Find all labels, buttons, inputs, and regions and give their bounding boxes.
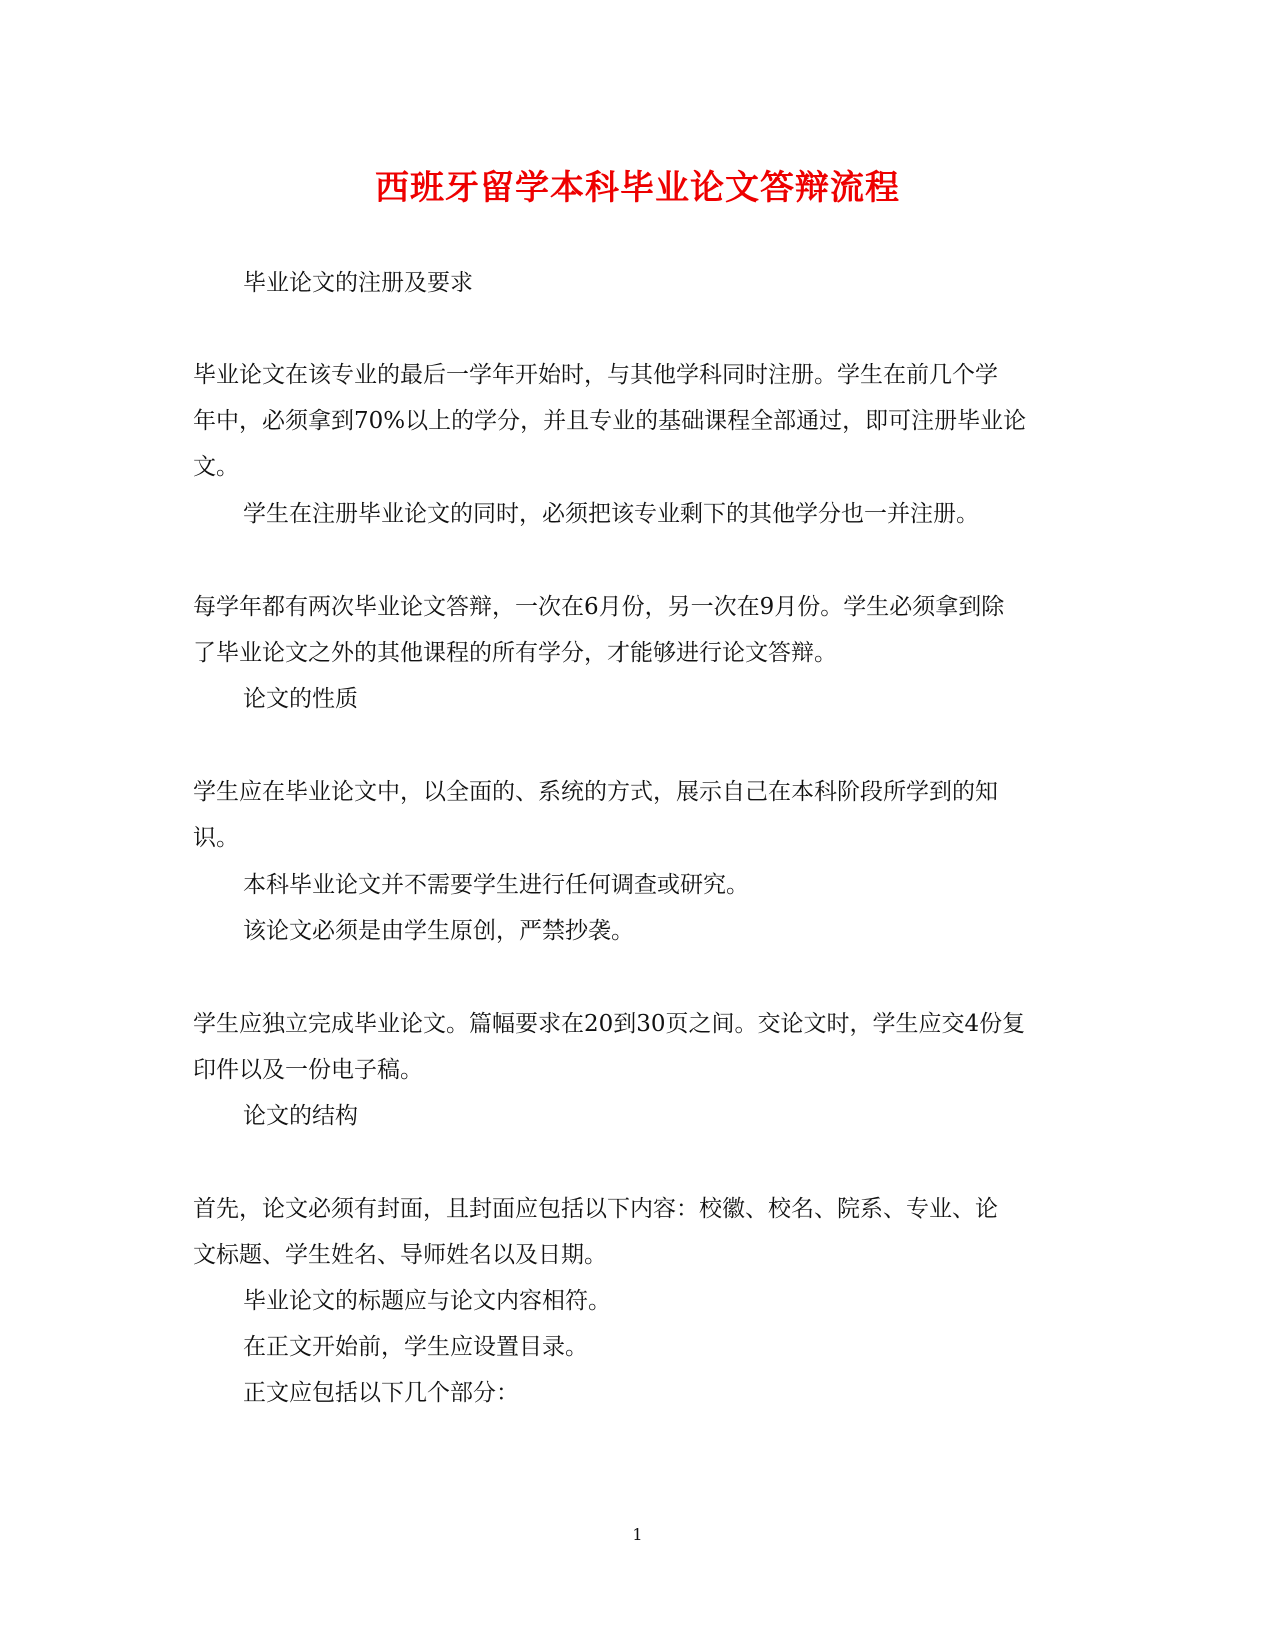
paragraph-line: 文标题、学生姓名、导师姓名以及日期。 [193,1242,607,1268]
section-heading-structure: 论文的结构 [243,1103,358,1129]
paragraph-line: 学生应在毕业论文中，以全面的、系统的方式，展示自己在本科阶段所学到的知 [193,779,998,805]
paragraph-line: 文。 [193,454,239,480]
paragraph-line: 学生应独立完成毕业论文。篇幅要求在20到30页之间。交论文时，学生应交4份复 [193,1011,1026,1037]
paragraph-line: 在正文开始前，学生应设置目录。 [243,1334,588,1360]
section-heading-registration: 毕业论文的注册及要求 [243,270,473,296]
paragraph-line: 该论文必须是由学生原创，严禁抄袭。 [243,918,634,944]
paragraph-line: 每学年都有两次毕业论文答辩，一次在6月份，另一次在9月份。学生必须拿到除 [193,594,1005,620]
paragraph-line: 正文应包括以下几个部分： [243,1380,519,1406]
section-heading-nature: 论文的性质 [243,686,358,712]
paragraph-line: 本科毕业论文并不需要学生进行任何调查或研究。 [243,872,749,898]
page-number: 1 [632,1525,643,1544]
paragraph-line: 年中，必须拿到70%以上的学分，并且专业的基础课程全部通过，即可注册毕业论 [193,408,1027,434]
paragraph-line: 首先，论文必须有封面，且封面应包括以下内容：校徽、校名、院系、专业、论 [193,1196,998,1222]
paragraph-line: 印件以及一份电子稿。 [193,1057,423,1083]
paragraph-line: 识。 [193,825,239,851]
paragraph-line: 毕业论文的标题应与论文内容相符。 [243,1288,611,1314]
paragraph-line: 了毕业论文之外的其他课程的所有学分，才能够进行论文答辩。 [193,640,837,666]
paragraph-line: 毕业论文在该专业的最后一学年开始时，与其他学科同时注册。学生在前几个学 [193,362,998,388]
paragraph-line: 学生在注册毕业论文的同时，必须把该专业剩下的其他学分也一并注册。 [243,501,979,527]
document-title: 西班牙留学本科毕业论文答辩流程 [375,168,900,208]
